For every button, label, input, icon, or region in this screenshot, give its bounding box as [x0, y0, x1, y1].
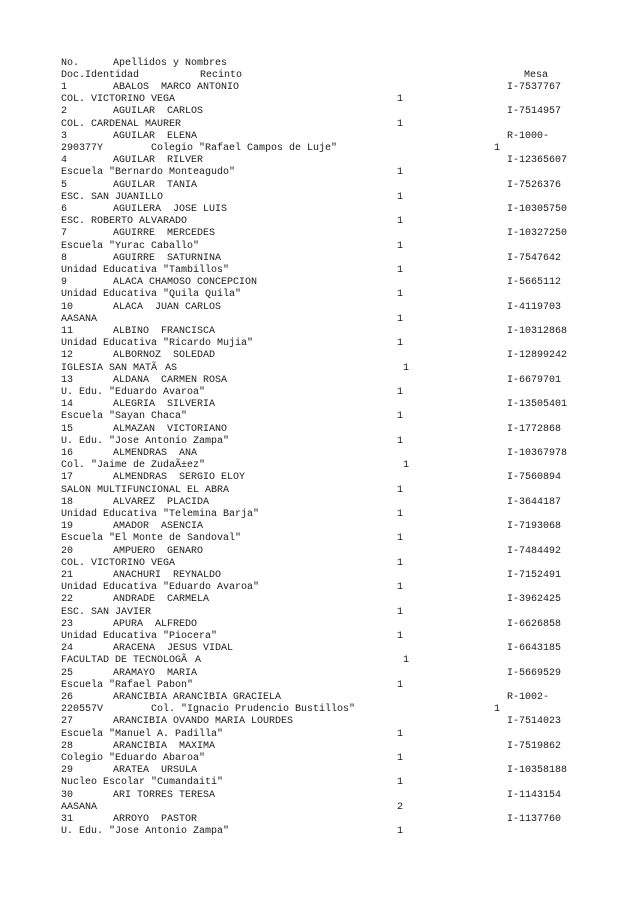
record-doc-id: I-3962425	[507, 594, 562, 606]
record-name: ALMENDRAS ANA	[113, 448, 198, 459]
record-recinto: Nucleo Escolar "Cumandaiti"	[61, 777, 224, 789]
record-name: ALMAZAN VICTORIANO	[113, 423, 228, 435]
record-number: 2	[61, 106, 68, 118]
record-recinto: Escuela "Manuel A. Padilla"	[61, 728, 224, 740]
record-doc-id: I-6626858	[507, 618, 562, 630]
record-line-1	[0, 497, 638, 509]
record-doc-id: I-7519862	[507, 740, 562, 752]
record-number: 3	[61, 130, 68, 142]
record-doc-id: I-7547642	[507, 252, 562, 264]
record-number: 19	[61, 521, 74, 533]
record-line-1	[0, 814, 638, 826]
record-line-2	[0, 509, 638, 521]
record-number: 31	[61, 814, 74, 825]
record-line-2	[0, 485, 638, 497]
header-no: No.	[61, 58, 80, 69]
record-name: AMADOR ASENCIA	[113, 521, 204, 533]
record-recinto: Col. "Jaime de ZudaÃ±ez"	[61, 460, 206, 472]
record-recinto: COL. CARDENAL MAURER	[61, 118, 182, 130]
record-name: AGUILAR CARLOS	[113, 106, 204, 118]
record-name: ALMENDRAS SERGIO ELOY	[113, 472, 246, 484]
record-recinto: U. Edu. "Eduardo Avaroa"	[61, 387, 206, 398]
record-number: 18	[61, 496, 74, 508]
record-line-1	[0, 204, 638, 216]
record-recinto: Unidad Educativa "Tambillos"	[61, 265, 230, 276]
record-doc-id: I-7152491	[507, 570, 562, 581]
record-name: ARI TORRES TERESA	[113, 789, 216, 801]
record-line-2	[0, 338, 638, 350]
record-recinto: Unidad Educativa "Eduardo Avaroa"	[61, 582, 260, 594]
record-mesa: 1	[397, 582, 404, 594]
record-mesa: 1	[397, 167, 404, 179]
record-number: 11	[61, 326, 74, 337]
record-number: 24	[61, 643, 74, 655]
record-number: 22	[61, 594, 74, 606]
record-name: ALVAREZ PLACIDA	[113, 496, 210, 508]
header-doc: Doc.Identidad	[61, 70, 140, 81]
record-line-2	[0, 826, 638, 838]
record-name: ALACA JUAN CARLOS	[113, 301, 222, 313]
record-name: ARANCIBIA OVANDO MARIA LOURDES	[113, 716, 294, 728]
record-line-1	[0, 131, 638, 143]
record-recinto: U. Edu. "Jose Antonio Zampa"	[61, 435, 230, 447]
record-recinto: Escuela "Yurac Caballo"	[61, 240, 200, 252]
record-name: ALBORNOZ SOLEDAD	[113, 350, 216, 362]
record-recinto: SALON MULTIFUNCIONAL EL ABRA	[61, 484, 230, 496]
record-line-1	[0, 350, 638, 362]
record-recinto: AASANA	[61, 801, 98, 813]
record-number: 27	[61, 716, 74, 728]
record-mesa: 1	[397, 826, 404, 838]
record-line-2	[0, 411, 638, 423]
record-name: ARAMAYO MARIA	[113, 667, 198, 679]
record-line-1	[0, 692, 638, 704]
record-mesa: 1	[397, 240, 404, 252]
record-mesa: 1	[403, 655, 410, 667]
record-line-1	[0, 277, 638, 289]
record-line-1	[0, 155, 638, 167]
record-mesa: 1	[397, 777, 404, 789]
record-mesa: 1	[397, 387, 404, 398]
record-name: ANDRADE CARMELA	[113, 594, 210, 606]
record-number: 28	[61, 740, 74, 752]
record-line-2	[0, 387, 638, 399]
record-mesa: 1	[494, 143, 501, 154]
record-line-2	[0, 533, 638, 545]
record-recinto: Unidad Educativa "Piocera"	[61, 631, 218, 642]
record-mesa: 1	[397, 606, 404, 618]
header-line-2	[0, 70, 638, 82]
record-doc-id: I-7537767	[507, 82, 562, 93]
record-line-1	[0, 228, 638, 240]
header-line-1	[0, 58, 638, 70]
record-name: AGUILERA JOSE LUIS	[113, 204, 228, 215]
record-line-2	[0, 94, 638, 106]
record-line-2	[0, 289, 638, 301]
record-line-1	[0, 399, 638, 411]
record-line-2	[0, 436, 638, 448]
record-doc-id: I-1137760	[507, 814, 562, 825]
record-line-1	[0, 472, 638, 484]
record-line-1	[0, 668, 638, 680]
record-line-2	[0, 729, 638, 741]
record-number: 21	[61, 570, 74, 581]
record-name: ALEGRIA SILVERIA	[113, 399, 216, 411]
record-doc-id: I-1772868	[507, 423, 562, 435]
record-line-2	[0, 607, 638, 619]
record-doc-id: I-13505401	[507, 399, 568, 411]
record-number: 12	[61, 350, 74, 362]
record-line-2	[0, 631, 638, 643]
record-line-2	[0, 704, 638, 716]
record-mesa: 1	[397, 338, 404, 350]
record-mesa: 1	[397, 94, 404, 106]
record-name: AGUILAR TANIA	[113, 179, 198, 191]
record-line-1	[0, 790, 638, 802]
record-recinto: AASANA	[61, 313, 98, 325]
record-name: ALBINO FRANCISCA	[113, 326, 216, 337]
record-recinto: Escuela "Sayan Chaca"	[61, 411, 188, 423]
record-mesa: 1	[397, 289, 404, 301]
record-line-2	[0, 216, 638, 228]
record-line-2	[0, 363, 638, 375]
record-mesa: 1	[397, 533, 404, 545]
record-recinto: Escuela "Bernardo Monteagudo"	[61, 167, 236, 179]
record-line-1	[0, 424, 638, 436]
record-recinto: FACULTAD DE TECNOLOGÃA	[61, 655, 202, 667]
record-number: 8	[61, 252, 68, 264]
record-doc-id: I-10305750	[507, 204, 568, 215]
record-mesa: 1	[397, 216, 404, 228]
record-line-1	[0, 546, 638, 558]
record-recinto: Unidad Educativa "Telemina Barja"	[61, 509, 260, 520]
record-recinto: ESC. SAN JAVIER	[61, 606, 152, 618]
record-number: 30	[61, 789, 74, 801]
record-number: 6	[61, 204, 68, 215]
record-doc-id: I-10358188	[507, 765, 568, 777]
record-doc-id: I-12365607	[507, 155, 568, 167]
record-line-1	[0, 180, 638, 192]
record-recinto: Escuela "El Monte de Sandoval"	[61, 533, 242, 545]
record-recinto: Unidad Educativa "Quila Quila"	[61, 289, 242, 301]
record-doc-id: I-5665112	[507, 277, 562, 289]
record-doc-id: I-10367978	[507, 448, 568, 459]
record-doc-id: I-3644187	[507, 496, 562, 508]
record-line-1	[0, 619, 638, 631]
record-line-1	[0, 106, 638, 118]
record-recinto: ESC. ROBERTO ALVARADO	[61, 216, 188, 228]
record-name: ALACA CHAMOSO CONCEPCION	[113, 277, 258, 289]
record-mesa: 1	[397, 191, 404, 203]
record-doc-id: I-4119703	[507, 301, 562, 313]
record-line-2	[0, 314, 638, 326]
record-line-2	[0, 655, 638, 667]
record-number: 7	[61, 228, 68, 240]
record-recinto: U. Edu. "Jose Antonio Zampa"	[61, 826, 230, 838]
record-name: AMPUERO GENARO	[113, 545, 204, 557]
record-line-1	[0, 302, 638, 314]
record-doc-id: I-7484492	[507, 545, 562, 557]
record-mesa: 1	[403, 460, 410, 472]
record-number: 13	[61, 374, 74, 386]
record-number: 1	[61, 82, 68, 93]
record-number: 23	[61, 618, 74, 630]
record-name: ARANCIBIA ARANCIBIA GRACIELA	[113, 692, 282, 703]
record-mesa: 1	[397, 118, 404, 130]
record-number: 9	[61, 277, 68, 289]
record-number: 10	[61, 301, 74, 313]
record-line-2	[0, 460, 638, 472]
record-line-1	[0, 82, 638, 94]
record-mesa: 1	[397, 435, 404, 447]
record-number: 25	[61, 667, 74, 679]
record-line-1	[0, 326, 638, 338]
record-recinto: Unidad Educativa "Ricardo Mujia"	[61, 338, 254, 350]
record-doc-id: I-10312868	[507, 326, 568, 337]
record-line-2	[0, 558, 638, 570]
record-line-2	[0, 143, 638, 155]
header-name: Apellidos y Nombres	[113, 58, 228, 69]
record-doc-id: I-10327250	[507, 228, 568, 240]
record-line-1	[0, 253, 638, 265]
record-recinto: IGLESIA SAN MATÃAS	[61, 362, 178, 374]
record-number: 14	[61, 399, 74, 411]
record-name: ARROYO PASTOR	[113, 814, 198, 825]
record-mesa: 1	[397, 679, 404, 691]
record-name: ALDANA CARMEN ROSA	[113, 374, 228, 386]
record-number: 26	[61, 692, 74, 703]
record-recinto: COL. VICTORINO VEGA	[61, 94, 176, 106]
record-mesa: 2	[397, 801, 404, 813]
record-name: AGUILAR RILVER	[113, 155, 204, 167]
record-line-2	[0, 582, 638, 594]
record-mesa: 1	[397, 411, 404, 423]
record-mesa: 1	[397, 728, 404, 740]
record-line-1	[0, 570, 638, 582]
record-mesa: 1	[397, 753, 404, 764]
record-recinto: ESC. SAN JUANILLO	[61, 191, 164, 203]
record-name: APURA ALFREDO	[113, 618, 198, 630]
record-doc-id: I-7514957	[507, 106, 562, 118]
record-line-2	[0, 192, 638, 204]
record-doc-id: I-1143154	[507, 789, 562, 801]
record-line-2	[0, 265, 638, 277]
record-name: ANACHURI REYNALDO	[113, 570, 222, 581]
header-mesa: Mesa	[524, 70, 549, 81]
record-doc-id: I-12899242	[507, 350, 568, 362]
record-number: 17	[61, 472, 74, 484]
record-doc-id: I-7193068	[507, 521, 562, 533]
record-name: ARACENA JESUS VIDAL	[113, 643, 234, 655]
record-number: 29	[61, 765, 74, 777]
record-mesa: 1	[397, 313, 404, 325]
record-number: 20	[61, 545, 74, 557]
record-mesa: 1	[397, 631, 404, 642]
record-doc-id: R-1002-	[507, 692, 550, 703]
record-line-1	[0, 716, 638, 728]
record-mesa: 1	[403, 362, 410, 374]
record-mesa: 1	[397, 484, 404, 496]
record-mesa: 1	[397, 265, 404, 276]
record-doc-id: I-5669529	[507, 667, 562, 679]
record-line-1	[0, 375, 638, 387]
record-line-2	[0, 680, 638, 692]
record-recinto: Escuela "Rafael Pabon"	[61, 679, 194, 691]
record-number: 15	[61, 423, 74, 435]
record-doc-id: I-6679701	[507, 374, 562, 386]
record-name: ABALOS MARCO ANTONIO	[113, 82, 240, 93]
record-line-2	[0, 802, 638, 814]
record-mesa: 1	[494, 704, 501, 716]
record-recinto: COL. VICTORINO VEGA	[61, 557, 176, 569]
record-doc-id: I-6643185	[507, 643, 562, 655]
record-doc-id: I-7560894	[507, 472, 562, 484]
record-line-2	[0, 241, 638, 253]
record-doc-id: I-7526376	[507, 179, 562, 191]
record-line-1	[0, 448, 638, 460]
record-line-2	[0, 753, 638, 765]
record-line-2	[0, 777, 638, 789]
record-line-2	[0, 119, 638, 131]
record-name: ARATEA URSULA	[113, 765, 198, 777]
record-name: ARANCIBIA MAXIMA	[113, 740, 216, 752]
record-line-1	[0, 741, 638, 753]
record-mesa: 1	[397, 557, 404, 569]
record-recinto: 220557V Col. "Ignacio Prudencio Bustillos"	[61, 704, 356, 716]
record-name: AGUILAR ELENA	[113, 130, 198, 142]
record-recinto: Colegio "Eduardo Abaroa"	[61, 753, 206, 764]
record-name: AGUIRRE MERCEDES	[113, 228, 216, 240]
header-recinto: Recinto	[200, 70, 243, 81]
record-mesa: 1	[397, 509, 404, 520]
record-line-1	[0, 765, 638, 777]
record-doc-id: I-7514023	[507, 716, 562, 728]
record-recinto: 290377Y Colegio "Rafael Campos de Luje"	[61, 143, 338, 154]
record-number: 4	[61, 155, 68, 167]
record-number: 16	[61, 448, 74, 459]
record-number: 5	[61, 179, 68, 191]
record-doc-id: R-1000-	[507, 130, 550, 142]
record-line-1	[0, 521, 638, 533]
record-line-1	[0, 594, 638, 606]
record-line-2	[0, 167, 638, 179]
record-name: AGUIRRE SATURNINA	[113, 252, 222, 264]
record-line-1	[0, 643, 638, 655]
